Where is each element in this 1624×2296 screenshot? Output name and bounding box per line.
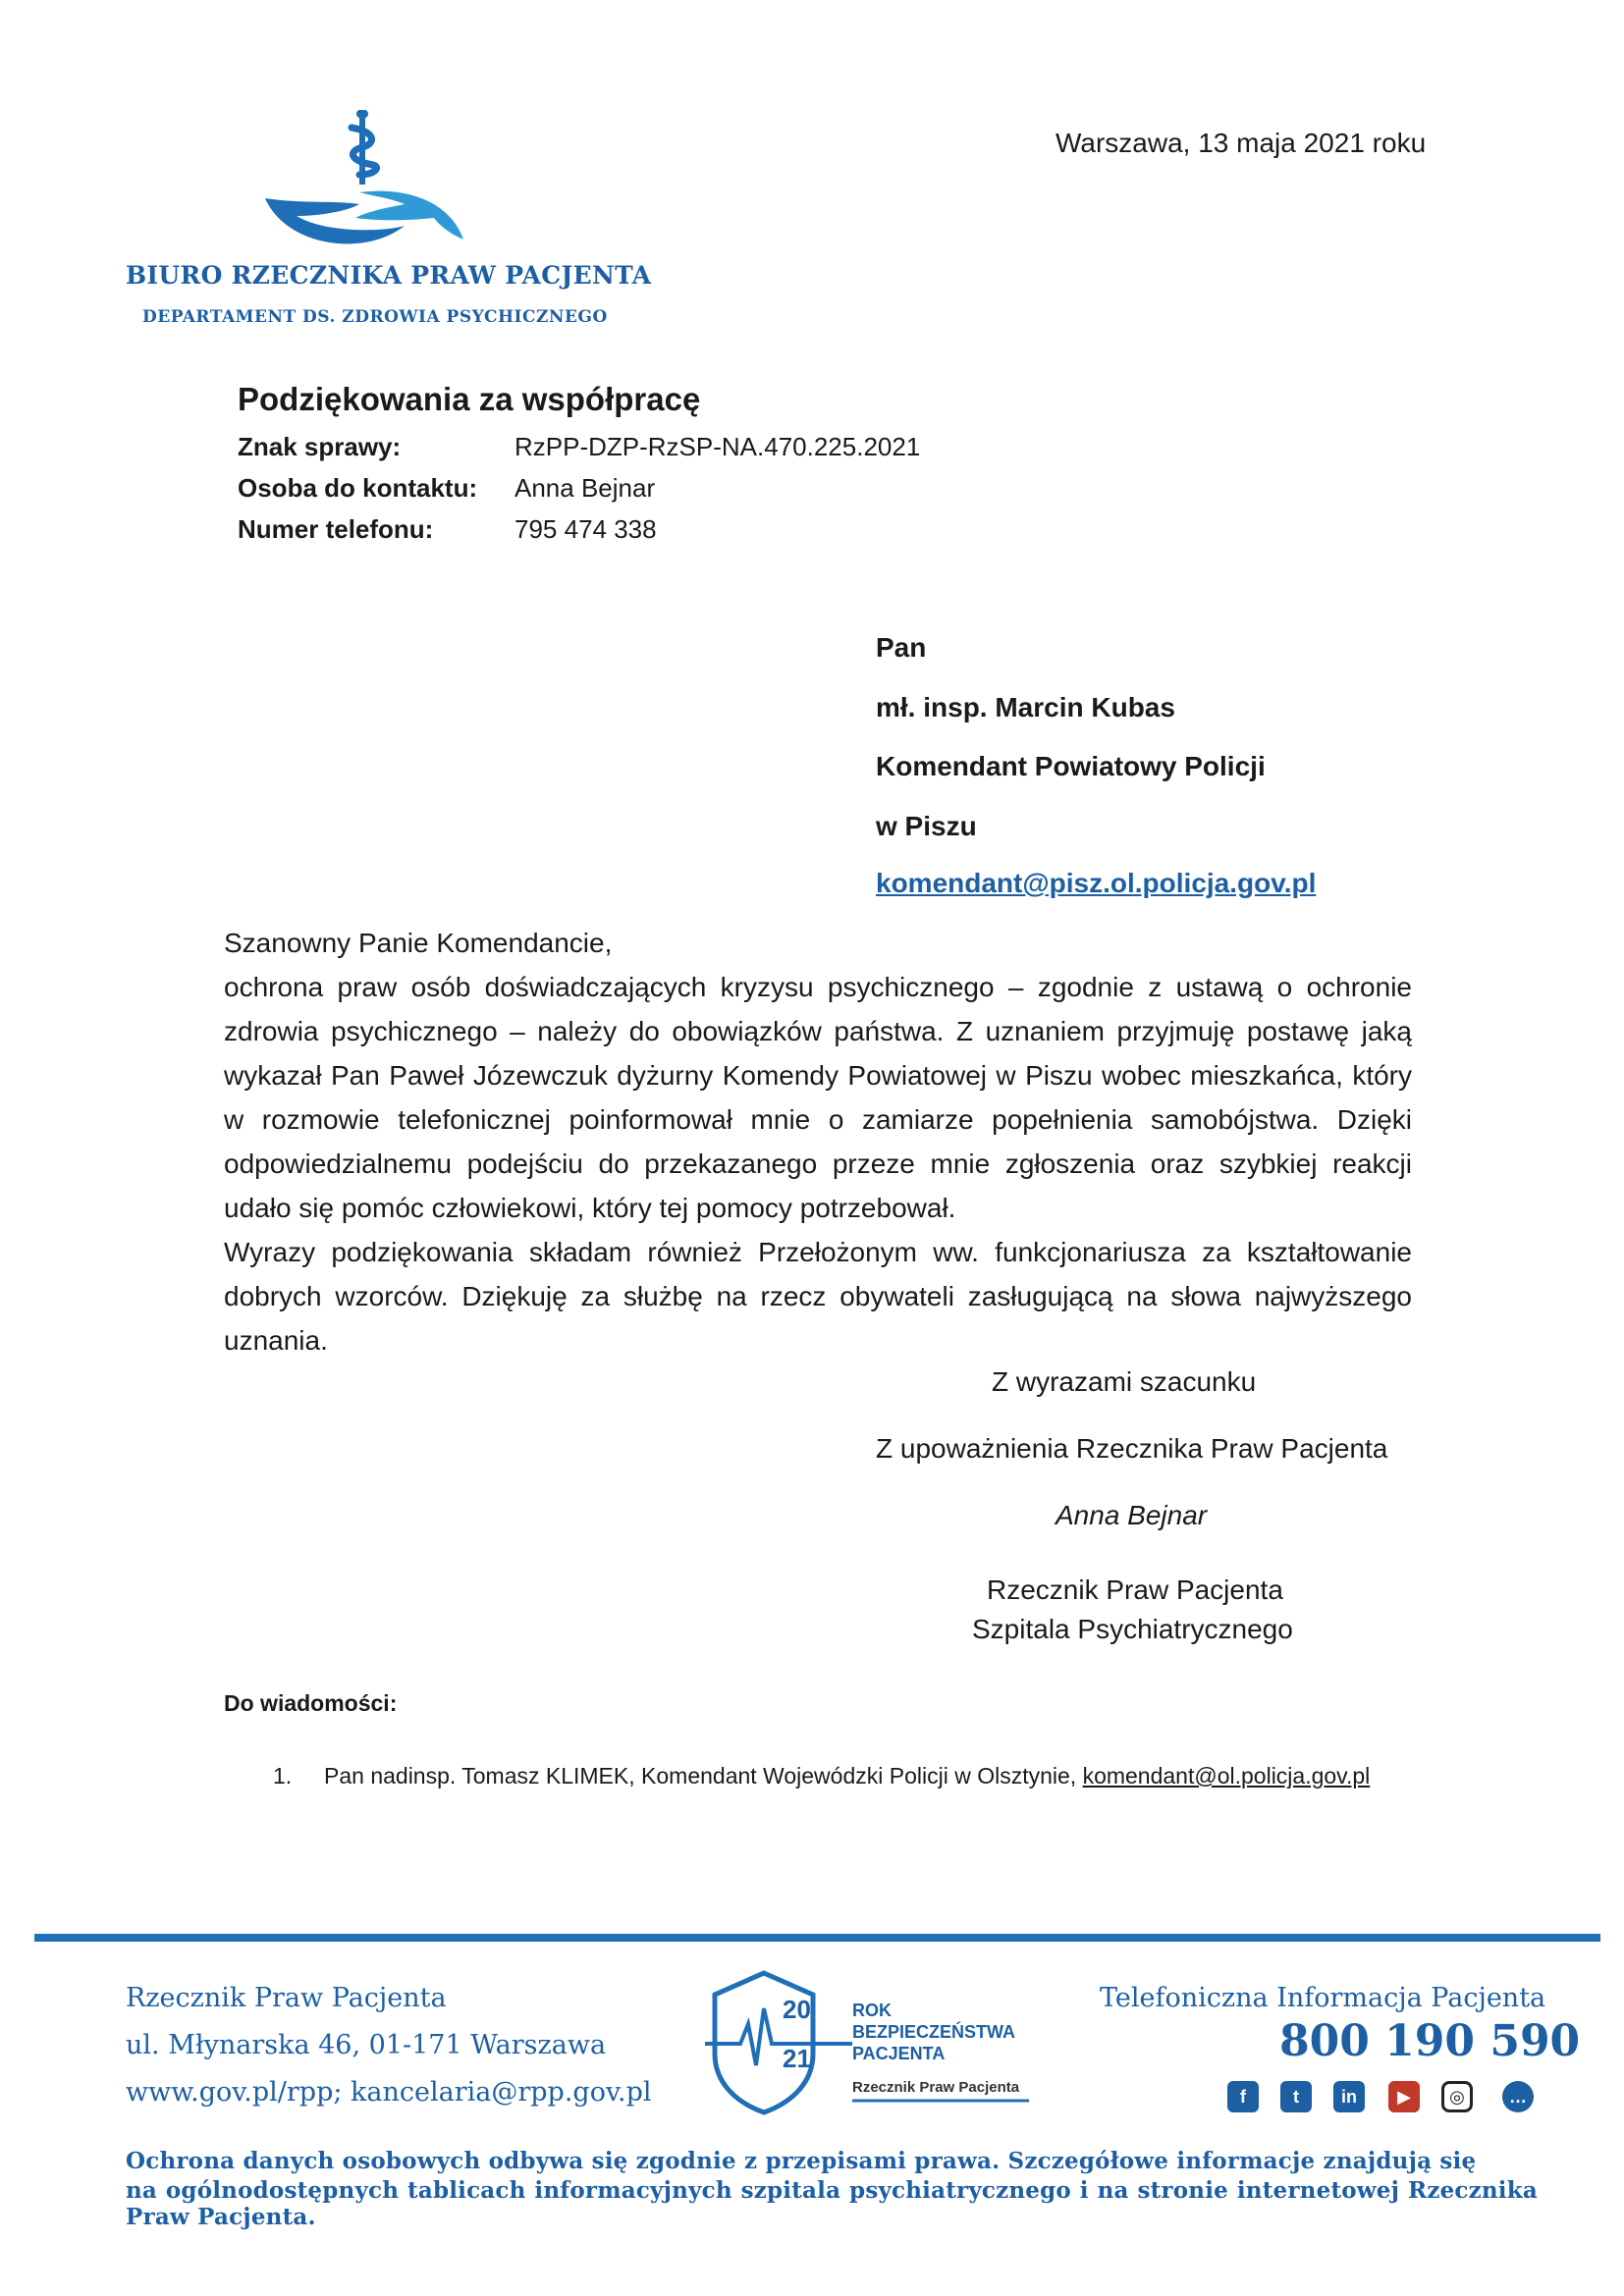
badge-line-3: PACJENTA	[852, 2044, 946, 2063]
footer-website[interactable]: www.gov.pl/rpp; kancelaria@rpp.gov.pl	[126, 2077, 652, 2108]
badge-line-2: BEZPIECZEŃSTWA	[852, 2022, 1016, 2042]
youtube-icon[interactable]: ▶	[1388, 2081, 1420, 2112]
footer-hotline-title: Telefoniczna Informacja Pacjenta	[1100, 1983, 1546, 2013]
contact-person-row	[238, 473, 655, 504]
recipient-salutation: Pan	[876, 632, 927, 663]
body-paragraph-1: ochrona praw osób doświadczających kryzysu psychicznego – zgodnie z ustawą o ochronie zdrowia psychicznego – należy do obowiązków państwa. Z uznaniem przyjmuję postawę jaką wykazał Pan Paweł Józewczuk dyżurny Komendy Powiatowej w Piszu wobec mieszkańca, który w rozmowie telefonicznej poinformował mnie o zamiarze popełnienia samobójstwa. Dzięki odpowiedzialnemu podejściu do przekazanego przeze mnie zgłoszenia oraz szybkiej reakcji udało się pomóc człowiekowi, który tej pomocy potrzebował.	[224, 972, 1412, 1223]
signature: Anna Bejnar	[1056, 1500, 1208, 1530]
footer-hotline-phone[interactable]: 800 190 590	[1279, 2016, 1581, 2066]
cc-title: Do wiadomości:	[224, 1690, 398, 1716]
linkedin-icon[interactable]: in	[1333, 2081, 1365, 2112]
caduceus-hands-logo-icon	[257, 110, 473, 247]
letter-date: Warszawa, 13 maja 2021 roku	[1056, 128, 1427, 158]
greeting: Szanowny Panie Komendancie,	[224, 928, 613, 958]
authorization-line: Z upoważnienia Rzecznika Praw Pacjenta	[876, 1433, 1388, 1464]
department-name: DEPARTAMENT DS. ZDROWIA PSYCHICZNEGO	[142, 307, 608, 327]
badge-subtitle: Rzecznik Praw Pacjenta	[852, 2079, 1020, 2096]
closing-phrase: Z wyrazami szacunku	[992, 1366, 1257, 1397]
recipient-name: mł. insp. Marcin Kubas	[876, 692, 1175, 722]
instagram-icon[interactable]: ◎	[1441, 2081, 1473, 2112]
phone-number-row	[238, 514, 657, 545]
case-number-label: Znak sprawy:	[238, 432, 402, 461]
footer-divider	[34, 1934, 1600, 1942]
privacy-notice-line-1: Ochrona danych osobowych odbywa się zgodnie z przepisami prawa. Szczegółowe informacje znajdują się	[126, 2148, 1477, 2174]
badge-year-top: 20	[783, 1995, 811, 2024]
recipient-email-link[interactable]: komendant@pisz.ol.policja.gov.pl	[876, 868, 1317, 898]
phone-number-label: Numer telefonu:	[238, 514, 434, 544]
footer-address: ul. Młynarska 46, 01-171 Warszawa	[126, 2030, 607, 2060]
signer-title-2: Szpitala Psychiatrycznego	[972, 1614, 1293, 1644]
facebook-icon[interactable]: f	[1227, 2081, 1259, 2112]
privacy-notice-line-2: na ogólnodostępnych tablicach informacyjnych szpitala psychiatrycznego i na stronie internetowej Rzecznika Praw Pacjenta.	[126, 2177, 1538, 2230]
body-paragraph-2: Wyrazy podziękowania składam również Przełożonym ww. funkcjonariusza za kształtowanie dobrych wzorców. Dziękuję za służbę na rzecz obywateli zasługującą na słowa najwyższego uznania.	[224, 1237, 1412, 1356]
twitter-icon[interactable]: t	[1280, 2081, 1312, 2112]
contact-person-label: Osoba do kontaktu:	[238, 473, 478, 503]
recipient-location: w Piszu	[876, 811, 977, 841]
cc-item-email-link[interactable]: komendant@ol.policja.gov.pl	[1082, 1763, 1371, 1789]
messenger-icon[interactable]: …	[1502, 2081, 1534, 2112]
badge-line-1: ROK	[852, 2001, 892, 2020]
cc-list-item	[273, 1763, 1370, 1789]
cc-item-text: Pan nadinsp. Tomasz KLIMEK, Komendant Wojewódzki Policji w Olsztynie,	[324, 1763, 1083, 1789]
cc-item-number: 1.	[273, 1763, 293, 1789]
recipient-position: Komendant Powiatowy Policji	[876, 751, 1266, 781]
signer-title-1: Rzecznik Praw Pacjenta	[987, 1575, 1283, 1605]
phone-number-value: 795 474 338	[514, 514, 657, 544]
case-number-row	[238, 432, 920, 462]
badge-year-bottom: 21	[783, 2044, 811, 2073]
contact-person-value: Anna Bejnar	[514, 473, 656, 503]
letter-title: Podziękowania za współpracę	[238, 381, 701, 417]
letter-body	[224, 921, 1412, 1362]
case-number-value: RzPP-DZP-RzSP-NA.470.225.2021	[514, 432, 921, 461]
footer-org-name: Rzecznik Praw Pacjenta	[126, 1983, 447, 2013]
organization-name: BIURO RZECZNIKA PRAW PACJENTA	[126, 261, 652, 290]
